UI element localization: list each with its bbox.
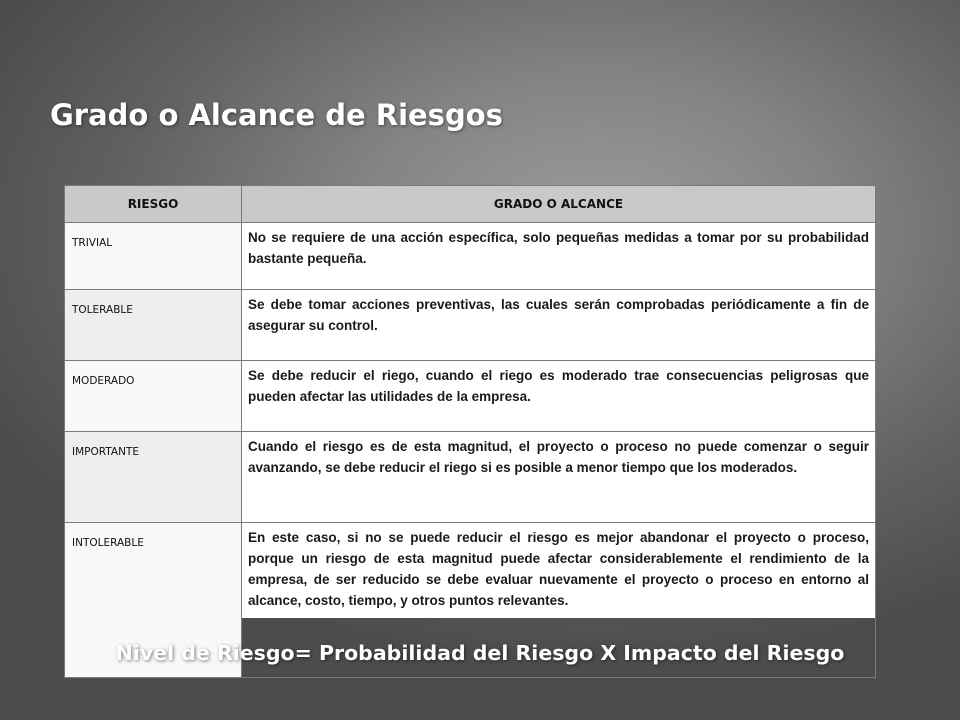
risk-description-cell: Se debe reducir el riego, cuando el riego es moderado trae consecuencias peligrosas que pueden afectar las utilidades de la empresa. — [242, 361, 876, 432]
table-row — [65, 290, 876, 361]
table-row — [65, 223, 876, 290]
risk-level-cell: MODERADO — [65, 361, 242, 432]
table-row — [65, 432, 876, 523]
risk-level-cell: TOLERABLE — [65, 290, 242, 361]
risk-level-cell: TRIVIAL — [65, 223, 242, 290]
slide-title: Grado o Alcance de Riesgos — [50, 98, 503, 132]
column-header-riesgo: RIESGO — [65, 186, 242, 223]
risk-description-cell: Cuando el riesgo es de esta magnitud, el proyecto o proceso no puede comenzar o seguir avanzando, se debe reducir el riego si es posible a menor tiempo que los moderados. — [242, 432, 876, 523]
risk-level-cell: IMPORTANTE — [65, 432, 242, 523]
risk-table — [64, 185, 876, 678]
risk-table-container — [64, 185, 875, 618]
risk-description-cell: No se requiere de una acción específica, solo pequeñas medidas a tomar por su probabilidad bastante pequeña. — [242, 223, 876, 290]
table-row — [65, 361, 876, 432]
table-header-row — [65, 186, 876, 223]
risk-description-cell: En este caso, si no se puede reducir el riesgo es mejor abandonar el proyecto o proceso, porque un riesgo de esta magnitud puede afectar considerablemente el rendimiento de la empresa, de ser reducido se debe evaluar nuevamente el proyecto o proceso en entorno al alcance, costo, tiempo, y otros puntos relevantes. — [242, 523, 876, 678]
risk-level-cell: INTOLERABLE — [65, 523, 242, 678]
risk-formula: Nivel de Riesgo= Probabilidad del Riesgo X Impacto del Riesgo — [115, 641, 845, 665]
column-header-grado-alcance: GRADO O ALCANCE — [242, 186, 876, 223]
risk-description-cell: Se debe tomar acciones preventivas, las cuales serán comprobadas periódicamente a fin de asegurar su control. — [242, 290, 876, 361]
